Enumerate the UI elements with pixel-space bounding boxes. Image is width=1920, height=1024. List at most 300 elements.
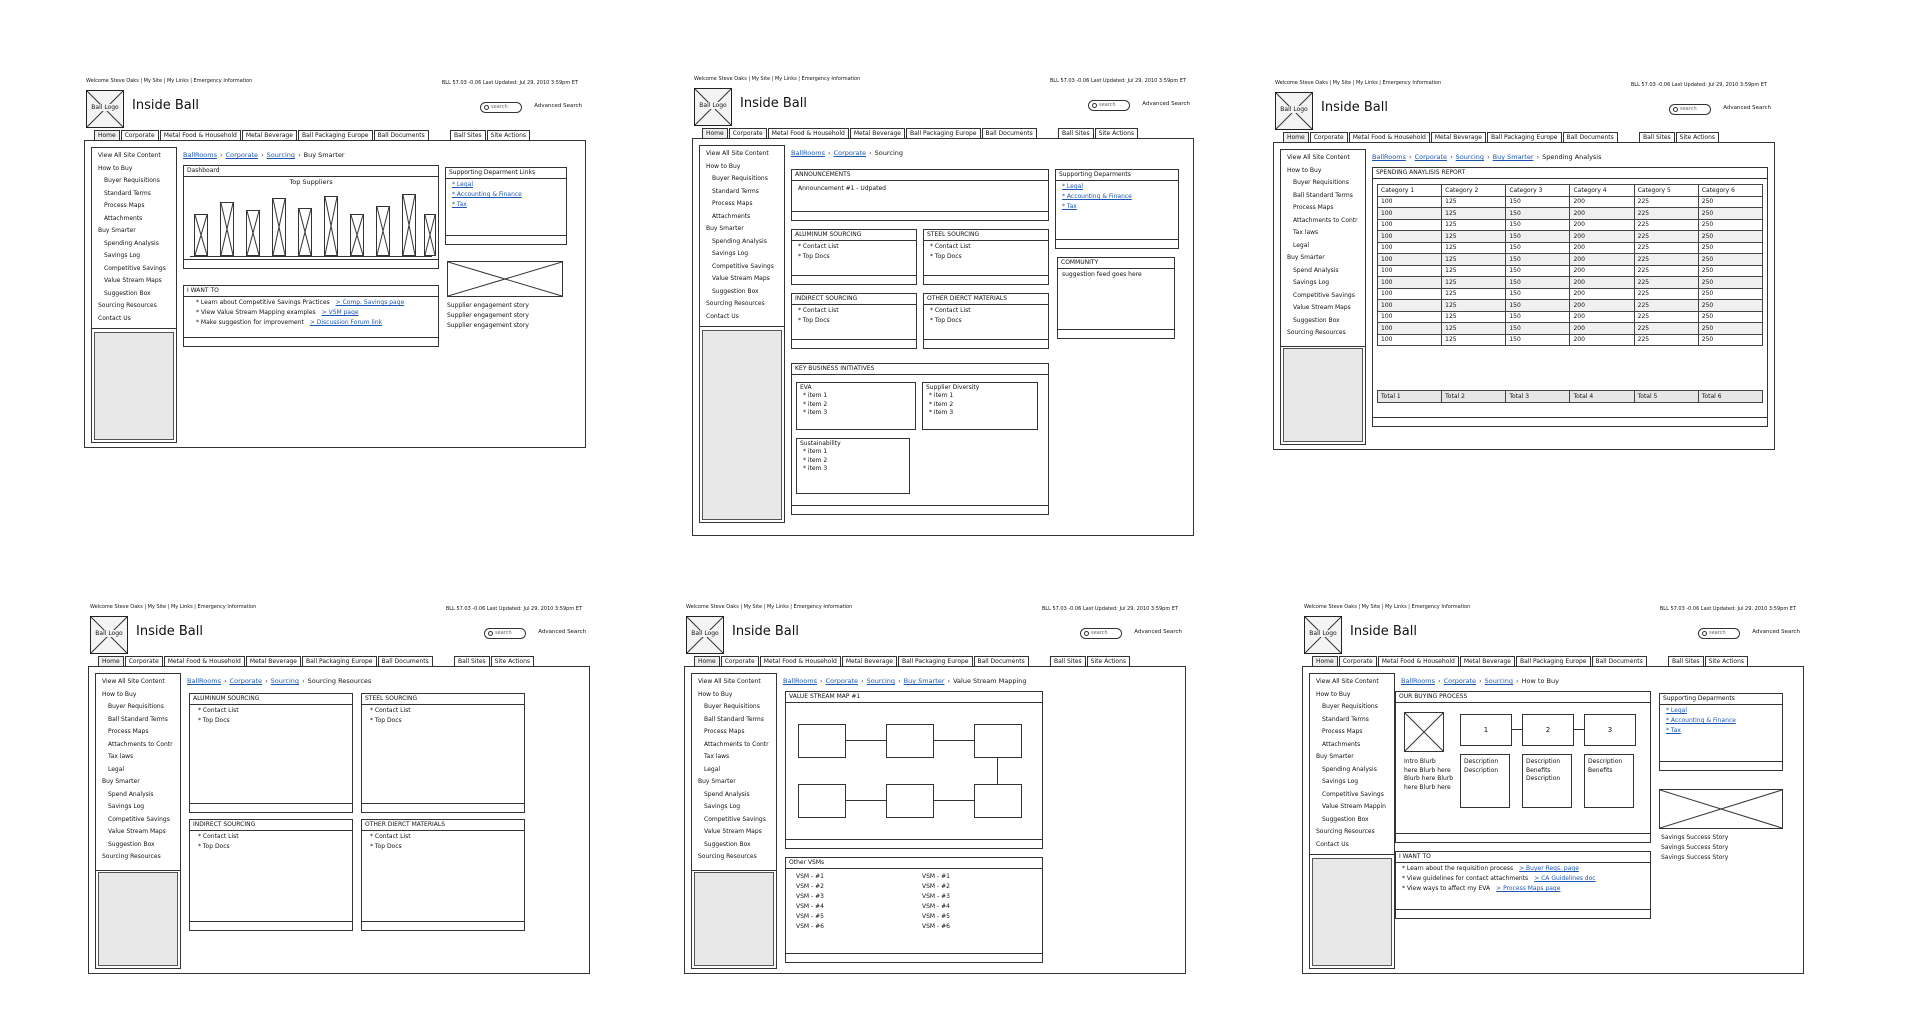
tab-site-actions[interactable]: Site Actions xyxy=(1676,132,1719,142)
breadcrumb-link[interactable]: Sourcing xyxy=(270,677,300,685)
sidebar-item-process-maps[interactable]: Process Maps xyxy=(712,200,753,207)
tab-metal-food-household[interactable]: Metal Food & Household xyxy=(1349,132,1430,142)
supporting-departments-title: Supporting Deparments xyxy=(1660,694,1782,705)
sidebar-item-attachments[interactable]: Attachments xyxy=(712,212,751,220)
table-cell: 250 xyxy=(1698,300,1762,312)
sidebar-item-how-to-buy[interactable]: How to Buy xyxy=(706,162,741,170)
want-link[interactable]: > Buyer Reqs. page xyxy=(1519,865,1579,872)
breadcrumb xyxy=(1372,153,1602,161)
sidebar-item-buy-smarter[interactable]: Buy Smarter xyxy=(698,778,736,785)
sidebar-item-attachments-to-contr[interactable]: Attachments to Contr xyxy=(108,740,173,748)
welcome-bar[interactable]: Welcome Steve Oaks | My Site | My Links | Emergency Information xyxy=(1275,80,1442,86)
sidebar-item-value-stream-maps[interactable]: Value Stream Maps xyxy=(108,828,166,835)
department-link[interactable]: * Accounting & Finance xyxy=(1666,717,1736,724)
section-title: ALUMINUM SOURCING xyxy=(792,230,916,241)
advanced-search-link[interactable]: Advanced Search xyxy=(538,629,586,635)
sidebar-item-buy-smarter[interactable]: Buy Smarter xyxy=(98,227,136,234)
tab-ball-sites[interactable]: Ball Sites xyxy=(450,130,486,140)
sidebar-item-sourcing-resources[interactable]: Sourcing Resources xyxy=(1287,329,1346,336)
sidebar-item-competitive-savings[interactable]: Competitive Savings xyxy=(1293,291,1355,299)
tab-metal-food-household[interactable]: Metal Food & Household xyxy=(160,130,241,140)
department-link[interactable]: * Legal xyxy=(1666,707,1687,714)
sidebar-item-buyer-requisitions[interactable]: Buyer Requisitions xyxy=(1293,179,1349,186)
tab-home[interactable]: Home xyxy=(702,128,728,138)
want-link[interactable]: > Comp. Savings page xyxy=(335,299,405,306)
logo-placeholder[interactable]: Ball Logo xyxy=(1275,92,1313,130)
section-title: INDIRECT SOURCING xyxy=(792,294,916,305)
department-link[interactable]: * Tax xyxy=(1666,727,1681,734)
tab-metal-beverage[interactable]: Metal Beverage xyxy=(242,130,297,140)
sidebar-item-contact-us[interactable]: Contact Us xyxy=(98,314,131,322)
logo-placeholder[interactable]: Ball Logo xyxy=(86,90,124,128)
table-cell: 250 xyxy=(1698,254,1762,266)
sidebar-item-buy-smarter[interactable]: Buy Smarter xyxy=(102,778,140,785)
sidebar-item-value-stream-maps[interactable]: Value Stream Maps xyxy=(712,275,770,282)
department-link[interactable]: * Accounting & Finance xyxy=(452,191,522,198)
welcome-bar[interactable]: Welcome Steve Oaks | My Site | My Links | Emergency Information xyxy=(694,76,861,82)
table-cell: 200 xyxy=(1570,231,1634,243)
tab-ball-packaging-europe[interactable]: Ball Packaging Europe xyxy=(302,656,377,666)
sidebar-item-savings-log[interactable]: Savings Log xyxy=(104,252,141,259)
sidebar-item-attachments-to-contr[interactable]: Attachments to Contr xyxy=(704,740,769,748)
welcome-bar[interactable]: Welcome Steve Oaks | My Site | My Links | Emergency Information xyxy=(86,78,253,84)
department-link[interactable]: * Accounting & Finance xyxy=(1062,193,1132,200)
sidebar-item-sourcing-resources[interactable]: Sourcing Resources xyxy=(98,302,157,309)
sidebar-item-tax-laws[interactable]: Tax laws xyxy=(1293,229,1319,236)
sidebar-item-view-all-site-content[interactable]: View All Site Content xyxy=(102,678,165,685)
stock-ticker: BLL 57.03 -0.06 Last Updated: Jul 29, 2010 3:59pm ET xyxy=(445,606,582,612)
sidebar-item-spending-analysis[interactable]: Spending Analysis xyxy=(104,239,159,247)
vsm-node[interactable] xyxy=(798,784,846,818)
tab-home[interactable]: Home xyxy=(98,656,124,666)
quick-launch-nav xyxy=(1281,152,1365,347)
breadcrumb-link[interactable]: BallRooms xyxy=(791,149,825,157)
initiative-items xyxy=(803,448,827,474)
table-cell: 150 xyxy=(1506,254,1570,266)
process-step[interactable]: 1 xyxy=(1460,714,1512,746)
logo-placeholder[interactable]: Ball Logo xyxy=(90,616,128,654)
table-row xyxy=(1378,231,1763,243)
sidebar-item-legal[interactable]: Legal xyxy=(1293,241,1310,249)
sidebar-item-suggestion-box[interactable]: Suggestion Box xyxy=(1293,316,1340,324)
table-cell: 225 xyxy=(1634,300,1698,312)
sidebar-item-suggestion-box[interactable]: Suggestion Box xyxy=(108,840,155,848)
initiative-title: Sustainability xyxy=(800,440,841,447)
sidebar-item-legal[interactable]: Legal xyxy=(108,765,125,773)
want-text: * View ways to affect my EVA xyxy=(1402,885,1491,892)
tab-ball-packaging-europe[interactable]: Ball Packaging Europe xyxy=(898,656,973,666)
table-cell: 250 xyxy=(1698,334,1762,346)
image-placeholder-icon xyxy=(448,262,562,296)
tab-metal-food-household[interactable]: Metal Food & Household xyxy=(768,128,849,138)
sidebar-filler xyxy=(94,332,174,440)
column-header[interactable]: Category 3 xyxy=(1506,185,1570,197)
tab-site-actions[interactable]: Site Actions xyxy=(1087,656,1130,666)
list-item: Blurb here Blurb xyxy=(1404,775,1454,782)
breadcrumb-link[interactable]: Corporate xyxy=(1414,153,1448,161)
breadcrumb-link[interactable]: BallRooms xyxy=(183,151,217,159)
tab-ball-packaging-europe[interactable]: Ball Packaging Europe xyxy=(906,128,981,138)
tab-site-actions[interactable]: Site Actions xyxy=(491,656,534,666)
sidebar-item-standard-terms[interactable]: Standard Terms xyxy=(712,187,759,195)
right-tabs xyxy=(1668,656,1748,666)
breadcrumb-link[interactable]: Buy Smarter xyxy=(903,677,945,685)
sidebar-item-tax-laws[interactable]: Tax laws xyxy=(108,753,134,760)
breadcrumb-link[interactable]: BallRooms xyxy=(1372,153,1406,161)
chart-area xyxy=(190,188,432,257)
want-link[interactable]: > Discussion Forum link xyxy=(309,319,383,326)
sidebar-item-attachments[interactable]: Attachments xyxy=(1322,740,1361,748)
intro-blurb xyxy=(1404,758,1453,792)
breadcrumb-link[interactable]: Sourcing xyxy=(266,151,296,159)
sidebar-item-competitive-savings[interactable]: Competitive Savings xyxy=(704,815,766,823)
advanced-search-link[interactable]: Advanced Search xyxy=(534,103,582,109)
tab-ball-documents[interactable]: Ball Documents xyxy=(378,656,433,666)
vsm-list-left xyxy=(796,872,824,932)
breadcrumb-link[interactable]: Sourcing xyxy=(1455,153,1485,161)
sidebar-item-process-maps[interactable]: Process Maps xyxy=(704,728,745,735)
tab-metal-food-household[interactable]: Metal Food & Household xyxy=(760,656,841,666)
advanced-search-link[interactable]: Advanced Search xyxy=(1723,105,1771,111)
tab-metal-beverage[interactable]: Metal Beverage xyxy=(1431,132,1486,142)
wireframe-how-to-buy xyxy=(1302,602,1804,978)
list-item: Description xyxy=(1526,758,1561,765)
chevron-right-icon: › xyxy=(1450,153,1453,161)
tab-metal-beverage[interactable]: Metal Beverage xyxy=(850,128,905,138)
welcome-bar[interactable]: Welcome Steve Oaks | My Site | My Links | Emergency Information xyxy=(686,604,853,610)
chevron-right-icon: › xyxy=(898,677,901,685)
tab-ball-packaging-europe[interactable]: Ball Packaging Europe xyxy=(298,130,373,140)
sidebar-item-spend-analysis[interactable]: Spend Analysis xyxy=(704,790,750,798)
want-link[interactable]: > Process Maps page xyxy=(1496,885,1561,892)
table-header-row xyxy=(1378,185,1763,197)
sidebar-item-how-to-buy[interactable]: How to Buy xyxy=(1316,690,1351,698)
table-cell: 100 xyxy=(1378,334,1442,346)
list-item: * Contact List xyxy=(370,707,411,714)
sidebar-item-process-maps[interactable]: Process Maps xyxy=(104,202,145,209)
tab-ball-documents[interactable]: Ball Documents xyxy=(982,128,1037,138)
sidebar-item-competitive-savings[interactable]: Competitive Savings xyxy=(104,264,166,272)
search-input[interactable]: search xyxy=(1088,100,1130,111)
department-link[interactable]: * Tax xyxy=(1062,203,1077,210)
column-header[interactable]: Category 4 xyxy=(1570,185,1634,197)
column-header[interactable]: Category 5 xyxy=(1634,185,1698,197)
breadcrumb-link[interactable]: BallRooms xyxy=(187,677,221,685)
breadcrumb-current: How to Buy xyxy=(1521,677,1559,685)
sidebar-item-legal[interactable]: Legal xyxy=(704,765,721,773)
list-item: Supplier engagement story xyxy=(447,302,529,309)
chevron-right-icon: › xyxy=(219,151,223,159)
announcement-item[interactable]: Announcement #1 - Udpated xyxy=(798,185,886,192)
chevron-right-icon: › xyxy=(1516,677,1519,685)
sidebar-item-attachments-to-contr[interactable]: Attachments to Contr xyxy=(1293,216,1358,224)
right-tabs xyxy=(1050,656,1130,666)
sidebar-item-ball-standard-terms[interactable]: Ball Standard Terms xyxy=(1293,191,1353,199)
column-header[interactable]: Category 1 xyxy=(1378,185,1442,197)
page-body xyxy=(692,138,1194,536)
breadcrumb-link[interactable]: Corporate xyxy=(825,677,859,685)
list-item: * item 2 xyxy=(803,400,828,408)
table-cell: 150 xyxy=(1506,196,1570,208)
total-cell: Total 5 xyxy=(1634,391,1698,403)
sidebar-item-value-stream-maps[interactable]: Value Stream Maps xyxy=(104,277,162,284)
chevron-right-icon: › xyxy=(819,677,823,685)
advanced-search-link[interactable]: Advanced Search xyxy=(1752,629,1800,635)
tab-metal-beverage[interactable]: Metal Beverage xyxy=(1460,656,1515,666)
sidebar-item-standard-terms[interactable]: Standard Terms xyxy=(104,189,151,197)
sidebar-item-spend-analysis[interactable]: Spend Analysis xyxy=(108,790,154,798)
sidebar-item-suggestion-box[interactable]: Suggestion Box xyxy=(104,289,151,297)
breadcrumb-link[interactable]: Sourcing xyxy=(1484,677,1514,685)
sidebar-item-process-maps[interactable]: Process Maps xyxy=(108,728,149,735)
breadcrumb-link[interactable]: Corporate xyxy=(229,677,263,685)
story-list xyxy=(1661,833,1728,863)
sidebar-item-savings-log[interactable]: Savings Log xyxy=(1293,279,1330,286)
tab-ball-sites[interactable]: Ball Sites xyxy=(1058,128,1094,138)
sidebar-item-spending-analysis[interactable]: Spending Analysis xyxy=(1322,765,1377,773)
list-item: * Top Docs xyxy=(198,843,230,850)
tab-site-actions[interactable]: Site Actions xyxy=(487,130,530,140)
table-cell: 100 xyxy=(1378,288,1442,300)
sidebar-item-buy-smarter[interactable]: Buy Smarter xyxy=(706,225,744,232)
welcome-bar[interactable]: Welcome Steve Oaks | My Site | My Links | Emergency Information xyxy=(90,604,257,610)
want-text: * View Value Stream Mapping examples xyxy=(196,309,316,316)
main-tabs xyxy=(702,128,1037,138)
sidebar-item-sourcing-resources[interactable]: Sourcing Resources xyxy=(102,853,161,860)
right-tabs xyxy=(1639,132,1719,142)
sidebar-item-sourcing-resources[interactable]: Sourcing Resources xyxy=(706,300,765,307)
sidebar-item-buyer-requisitions[interactable]: Buyer Requisitions xyxy=(104,177,160,184)
steel-sourcing-panel xyxy=(923,229,1049,285)
sidebar-item-contact-us[interactable]: Contact Us xyxy=(706,312,739,320)
sidebar-item-competitive-savings[interactable]: Competitive Savings xyxy=(1322,790,1384,798)
community-panel xyxy=(1057,257,1175,339)
breadcrumb-link[interactable]: BallRooms xyxy=(783,677,817,685)
tab-ball-documents[interactable]: Ball Documents xyxy=(374,130,429,140)
vsm-connector xyxy=(997,757,998,784)
tab-ball-sites[interactable]: Ball Sites xyxy=(1668,656,1704,666)
other-vsms-panel xyxy=(785,857,1043,963)
sidebar-item-suggestion-box[interactable]: Suggestion Box xyxy=(1322,815,1369,823)
section-title: STEEL SOURCING xyxy=(924,230,1048,241)
tab-site-actions[interactable]: Site Actions xyxy=(1095,128,1138,138)
supporting-departments-panel xyxy=(1055,169,1179,249)
vsm-node[interactable] xyxy=(974,724,1022,758)
tab-corporate[interactable]: Corporate xyxy=(125,656,163,666)
sidebar-item-process-maps[interactable]: Process Maps xyxy=(1293,204,1334,211)
chart-bar xyxy=(376,206,390,256)
sidebar-item-buyer-requisitions[interactable]: Buyer Requisitions xyxy=(704,703,760,710)
tab-ball-packaging-europe[interactable]: Ball Packaging Europe xyxy=(1487,132,1562,142)
process-step[interactable]: 3 xyxy=(1584,714,1636,746)
totals-row xyxy=(1378,391,1763,403)
advanced-search-link[interactable]: Advanced Search xyxy=(1142,101,1190,107)
tab-ball-sites[interactable]: Ball Sites xyxy=(1639,132,1675,142)
tab-corporate[interactable]: Corporate xyxy=(1339,656,1377,666)
breadcrumb-link[interactable]: Corporate xyxy=(225,151,259,159)
app-title: Inside Ball xyxy=(740,96,807,111)
sidebar-item-how-to-buy[interactable]: How to Buy xyxy=(98,164,133,172)
vsm-connector xyxy=(845,800,886,801)
table-cell: 125 xyxy=(1442,254,1506,266)
department-link[interactable]: * Legal xyxy=(452,181,473,188)
column-header[interactable]: Category 6 xyxy=(1698,185,1762,197)
sidebar-item-view-all-site-content[interactable]: View All Site Content xyxy=(98,152,161,159)
app-title: Inside Ball xyxy=(132,98,199,113)
table-cell: 150 xyxy=(1506,288,1570,300)
sidebar-item-how-to-buy[interactable]: How to Buy xyxy=(102,690,137,698)
tab-ball-documents[interactable]: Ball Documents xyxy=(1592,656,1647,666)
want-text: * Learn about Competitive Savings Practices xyxy=(196,299,330,306)
sidebar-item-sourcing-resources[interactable]: Sourcing Resources xyxy=(1316,828,1375,835)
tab-home[interactable]: Home xyxy=(694,656,720,666)
image-placeholder xyxy=(1404,712,1444,752)
search-input[interactable]: search xyxy=(1080,628,1122,639)
advanced-search-link[interactable]: Advanced Search xyxy=(1134,629,1182,635)
vsm-node[interactable] xyxy=(886,724,934,758)
sidebar-item-tax-laws[interactable]: Tax laws xyxy=(704,753,730,760)
tab-metal-beverage[interactable]: Metal Beverage xyxy=(842,656,897,666)
app-title: Inside Ball xyxy=(136,624,203,639)
total-cell: Total 2 xyxy=(1442,391,1506,403)
tab-ball-documents[interactable]: Ball Documents xyxy=(974,656,1029,666)
list-item xyxy=(196,308,404,318)
sidebar-item-savings-log[interactable]: Savings Log xyxy=(108,803,145,810)
tab-ball-sites[interactable]: Ball Sites xyxy=(1050,656,1086,666)
sidebar-item-suggestion-box[interactable]: Suggestion Box xyxy=(704,840,751,848)
vsm-title: VALUE STREAM MAP #1 xyxy=(786,692,1042,703)
tab-ball-documents[interactable]: Ball Documents xyxy=(1563,132,1618,142)
logo-placeholder[interactable]: Ball Logo xyxy=(1304,616,1342,654)
sidebar-item-how-to-buy[interactable]: How to Buy xyxy=(1287,166,1322,174)
sidebar-item-value-stream-mappin[interactable]: Value Stream Mappin xyxy=(1322,803,1386,810)
image-placeholder-icon xyxy=(1660,790,1782,828)
sidebar-item-value-stream-maps[interactable]: Value Stream Maps xyxy=(704,828,762,835)
sidebar-item-competitive-savings[interactable]: Competitive Savings xyxy=(712,262,774,270)
tab-corporate[interactable]: Corporate xyxy=(1310,132,1348,142)
tab-corporate[interactable]: Corporate xyxy=(121,130,159,140)
table-row xyxy=(1378,265,1763,277)
process-step[interactable]: 2 xyxy=(1522,714,1574,746)
column-header[interactable]: Category 2 xyxy=(1442,185,1506,197)
sidebar-item-view-all-site-content[interactable]: View All Site Content xyxy=(1316,678,1379,685)
sidebar-item-spending-analysis[interactable]: Spending Analysis xyxy=(712,237,767,245)
search-input[interactable]: search xyxy=(484,628,526,639)
tab-metal-food-household[interactable]: Metal Food & Household xyxy=(164,656,245,666)
list-item: VSM - #2 xyxy=(922,883,950,890)
tab-home[interactable]: Home xyxy=(94,130,120,140)
sidebar-item-sourcing-resources[interactable]: Sourcing Resources xyxy=(698,853,757,860)
tab-ball-packaging-europe[interactable]: Ball Packaging Europe xyxy=(1516,656,1591,666)
tab-metal-beverage[interactable]: Metal Beverage xyxy=(246,656,301,666)
vsm-node[interactable] xyxy=(974,784,1022,818)
table-row xyxy=(1378,288,1763,300)
search-input[interactable]: search xyxy=(1698,628,1740,639)
sidebar-item-process-maps[interactable]: Process Maps xyxy=(1322,728,1363,735)
want-link[interactable]: > CA Guidelines doc xyxy=(1534,875,1596,882)
department-link[interactable]: * Tax xyxy=(452,201,467,208)
vsm-node[interactable] xyxy=(886,784,934,818)
logo-placeholder[interactable]: Ball Logo xyxy=(694,88,732,126)
breadcrumb-current: Spending Analysis xyxy=(1542,153,1602,161)
tab-corporate[interactable]: Corporate xyxy=(729,128,767,138)
table-cell: 150 xyxy=(1506,219,1570,231)
department-link[interactable]: * Legal xyxy=(1062,183,1083,190)
breadcrumb-link[interactable]: Sourcing xyxy=(866,677,896,685)
indirect-sourcing-panel xyxy=(189,819,353,931)
want-link[interactable]: > VSM page xyxy=(321,309,359,316)
sidebar-item-savings-log[interactable]: Savings Log xyxy=(1322,778,1359,785)
sidebar-item-suggestion-box[interactable]: Suggestion Box xyxy=(712,287,759,295)
table-cell: 150 xyxy=(1506,323,1570,335)
section-items xyxy=(198,706,239,726)
list-item: * Contact List xyxy=(798,243,839,250)
initiative-supplier-diversity xyxy=(922,382,1038,430)
tab-corporate[interactable]: Corporate xyxy=(721,656,759,666)
sidebar-item-contact-us[interactable]: Contact Us xyxy=(1316,840,1349,848)
total-cell: Total 4 xyxy=(1570,391,1634,403)
logo-placeholder[interactable]: Ball Logo xyxy=(686,616,724,654)
sidebar-filler xyxy=(98,872,178,966)
tab-home[interactable]: Home xyxy=(1283,132,1309,142)
tab-metal-food-household[interactable]: Metal Food & Household xyxy=(1378,656,1459,666)
breadcrumb-link[interactable]: Corporate xyxy=(833,149,867,157)
breadcrumb-link[interactable]: Corporate xyxy=(1443,677,1477,685)
sidebar-item-view-all-site-content[interactable]: View All Site Content xyxy=(706,150,769,157)
search-input[interactable]: search xyxy=(1669,104,1711,115)
report-title: SPENDING ANAYLISIS REPORT xyxy=(1373,168,1767,179)
list-item: Savings Success Story xyxy=(1661,854,1729,861)
list-item: * Top Docs xyxy=(930,253,962,260)
table-cell: 250 xyxy=(1698,231,1762,243)
sidebar-item-view-all-site-content[interactable]: View All Site Content xyxy=(698,678,761,685)
sidebar-item-ball-standard-terms[interactable]: Ball Standard Terms xyxy=(704,715,764,723)
sidebar-item-competitive-savings[interactable]: Competitive Savings xyxy=(108,815,170,823)
sidebar-item-attachments[interactable]: Attachments xyxy=(104,214,143,222)
sidebar-item-savings-log[interactable]: Savings Log xyxy=(712,250,749,257)
list-item: VSM - #3 xyxy=(796,893,824,900)
sidebar-item-buy-smarter[interactable]: Buy Smarter xyxy=(1287,254,1325,261)
search-input[interactable]: search xyxy=(480,102,522,113)
sidebar-item-buyer-requisitions[interactable]: Buyer Requisitions xyxy=(108,703,164,710)
i-want-to-title: I WANT TO xyxy=(184,286,438,297)
sidebar-item-value-stream-maps[interactable]: Value Stream Maps xyxy=(1293,304,1351,311)
breadcrumb-link[interactable]: BallRooms xyxy=(1401,677,1435,685)
tab-home[interactable]: Home xyxy=(1312,656,1338,666)
breadcrumb-link[interactable]: Buy Smarter xyxy=(1492,153,1534,161)
tab-ball-sites[interactable]: Ball Sites xyxy=(454,656,490,666)
total-cell: Total 6 xyxy=(1698,391,1762,403)
sidebar-item-buy-smarter[interactable]: Buy Smarter xyxy=(1316,753,1354,760)
table-cell: 100 xyxy=(1378,277,1442,289)
sidebar-item-buyer-requisitions[interactable]: Buyer Requisitions xyxy=(712,175,768,182)
sidebar-item-standard-terms[interactable]: Standard Terms xyxy=(1322,715,1369,723)
sidebar-item-ball-standard-terms[interactable]: Ball Standard Terms xyxy=(108,715,168,723)
table-cell: 250 xyxy=(1698,196,1762,208)
sidebar-filler xyxy=(1283,348,1363,442)
wireframe-buy-smarter xyxy=(84,76,586,452)
sidebar-item-spend-analysis[interactable]: Spend Analysis xyxy=(1293,266,1339,274)
vsm-node[interactable] xyxy=(798,724,846,758)
tab-site-actions[interactable]: Site Actions xyxy=(1705,656,1748,666)
sidebar-item-how-to-buy[interactable]: How to Buy xyxy=(698,690,733,698)
sidebar-item-savings-log[interactable]: Savings Log xyxy=(704,803,741,810)
sidebar-item-buyer-requisitions[interactable]: Buyer Requisitions xyxy=(1322,703,1378,710)
initiative-eva xyxy=(796,382,916,430)
sidebar-item-view-all-site-content[interactable]: View All Site Content xyxy=(1287,154,1350,161)
welcome-bar[interactable]: Welcome Steve Oaks | My Site | My Links | Emergency Information xyxy=(1304,604,1471,610)
table-cell: 250 xyxy=(1698,277,1762,289)
